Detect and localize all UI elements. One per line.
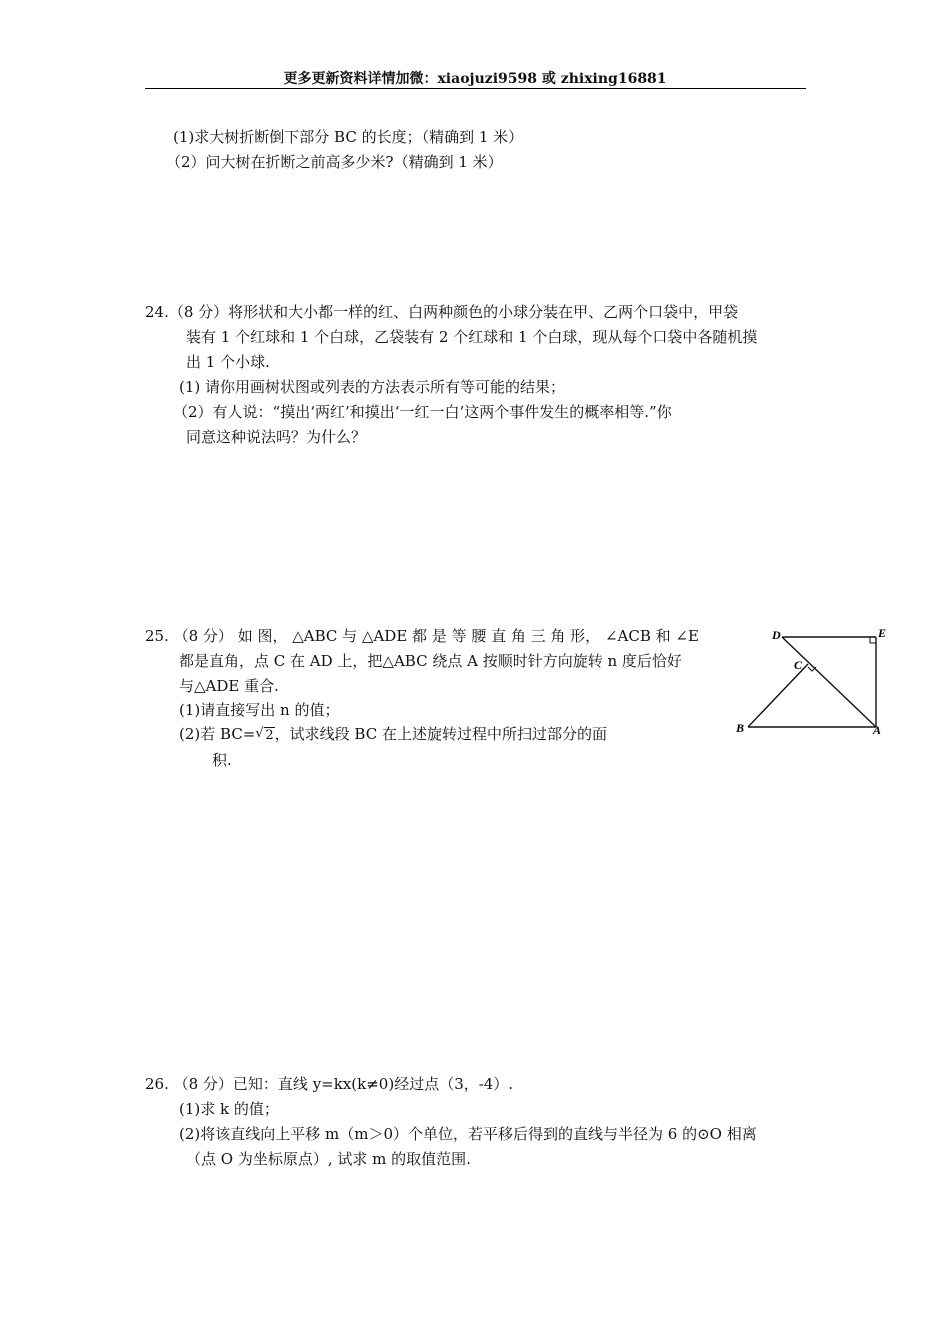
triangle-figure xyxy=(730,622,900,742)
label-A: A xyxy=(873,723,882,737)
q26-sub2-line1: (2)将该直线向上平移 m（m＞0）个单位，若平移后得到的直线与半径为 6 的⊙O 相离 xyxy=(179,1125,757,1143)
q25-sub2-prefix: (2)若 BC= xyxy=(179,725,256,743)
sqrt-radicand: 2 xyxy=(265,728,274,743)
q24-sub2-line1: （2）有人说：“摸出‘两红’和摸出‘一红一白’这两个事件发生的概率相等.”你 xyxy=(173,403,672,421)
label-B: B xyxy=(736,721,745,735)
q24-sub2-line2: 同意这种说法吗？为什么？ xyxy=(186,428,367,446)
q24-line2: 装有 1 个红球和 1 个白球，乙袋装有 2 个红球和 1 个白球，现从每个口袋中各随机摸 xyxy=(186,328,758,346)
header-rule xyxy=(145,88,806,89)
q26-sub2-line2: （点 O 为坐标原点）, 试求 m 的取值范围. xyxy=(186,1150,471,1168)
q26-line1: 26. （8 分）已知：直线 y=kx(k≠0)经过点（3，-4）. xyxy=(145,1075,514,1093)
q25-sub2-line2: 积. xyxy=(212,751,232,769)
q25-line1: 25. （8 分） 如 图， △ABC 与 △ADE 都 是 等 腰 直 角 三 角 形， ∠ACB 和 ∠E xyxy=(145,627,699,645)
q26-sub1: (1)求 k 的值； xyxy=(179,1100,279,1118)
q24-line1: 24.（8 分）将形状和大小都一样的红、白两种颜色的小球分装在甲、乙两个口袋中，甲袋 xyxy=(145,303,739,321)
q25-line2: 都是直角，点 C 在 AD 上，把△ABC 绕点 A 按顺时针方向旋转 n 度后恰好 xyxy=(179,652,682,670)
label-D: D xyxy=(772,628,781,642)
page-header: 更多更新资料详情加微：xiaojuzi9598 或 zhixing16881 xyxy=(283,71,667,87)
label-E: E xyxy=(878,626,887,640)
label-C: C xyxy=(794,658,803,672)
q25-line3: 与△ADE 重合. xyxy=(179,677,279,695)
q24-line3: 出 1 个小球. xyxy=(186,353,270,371)
q24-sub1: (1) 请你用画树状图或列表的方法表示所有等可能的结果； xyxy=(179,378,566,396)
q25-sub1: (1)请直接写出 n 的值； xyxy=(179,701,340,719)
q23-sub2: （2）问大树在折断之前高多少米?（精确到 1 米） xyxy=(166,153,503,171)
q25-sub2-suffix: ，试求线段 BC 在上述旋转过程中所扫过部分的面 xyxy=(274,725,607,743)
q23-sub1: (1)求大树折断倒下部分 BC 的长度；（精确到 1 米） xyxy=(173,128,524,146)
q25-sub2 xyxy=(179,724,607,746)
sqrt-symbol xyxy=(255,726,274,746)
